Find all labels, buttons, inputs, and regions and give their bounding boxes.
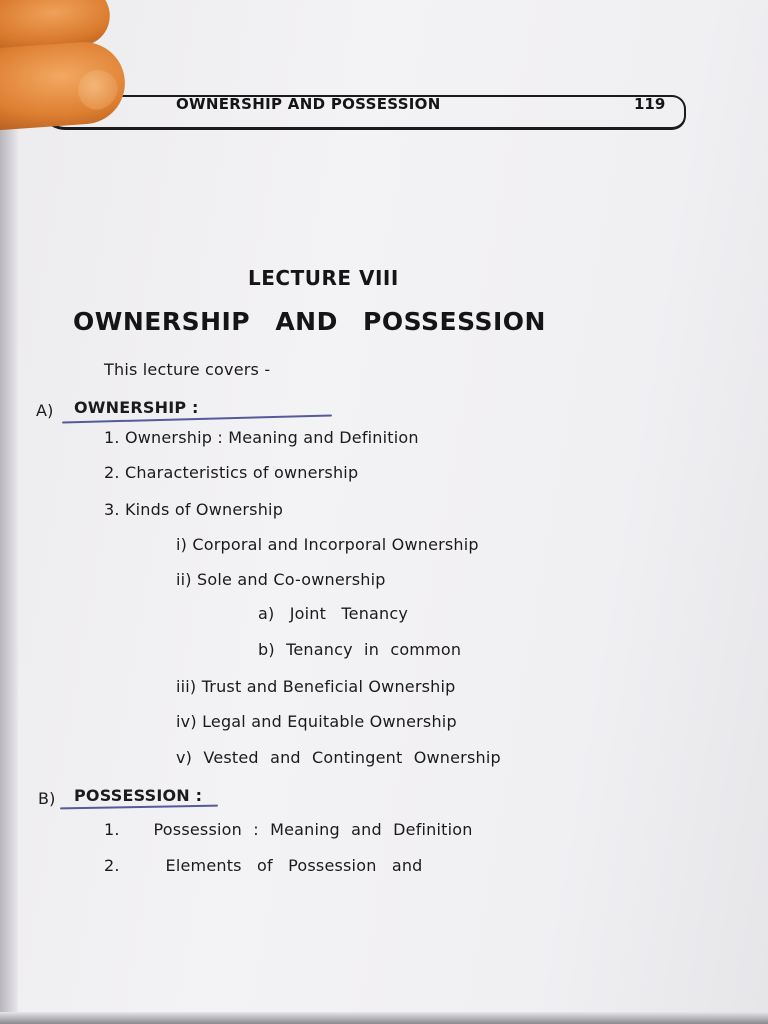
lecture-number: LECTURE VIII bbox=[248, 266, 399, 290]
intro-text: This lecture covers - bbox=[104, 360, 271, 379]
section-b-heading: POSSESSION : bbox=[74, 786, 203, 805]
list-item: iii) Trust and Beneficial Ownership bbox=[176, 677, 456, 696]
list-item: b) Tenancy in common bbox=[258, 640, 462, 659]
running-header-title: OWNERSHIP AND POSSESSION bbox=[176, 95, 441, 113]
list-item: 1. Ownership : Meaning and Definition bbox=[104, 428, 419, 447]
list-item: iv) Legal and Equitable Ownership bbox=[176, 712, 457, 731]
page-gutter-shadow bbox=[0, 0, 18, 1024]
section-b-marker: B) bbox=[38, 789, 56, 808]
page-bottom-edge bbox=[0, 1012, 768, 1024]
list-item: a) Joint Tenancy bbox=[258, 604, 409, 623]
ink-underline bbox=[60, 805, 218, 810]
list-item: ii) Sole and Co-ownership bbox=[176, 570, 386, 589]
list-item: 3. Kinds of Ownership bbox=[104, 500, 284, 519]
list-item: i) Corporal and Incorporal Ownership bbox=[176, 535, 479, 554]
chapter-title: OWNERSHIP AND POSSESSION bbox=[73, 307, 546, 336]
fingernail bbox=[78, 70, 118, 110]
list-item: 2. Elements of Possession and bbox=[104, 856, 423, 875]
page-number: 119 bbox=[634, 95, 666, 113]
list-item: v) Vested and Contingent Ownership bbox=[176, 748, 501, 767]
section-a-heading: OWNERSHIP : bbox=[74, 398, 199, 417]
section-a-marker: A) bbox=[36, 401, 54, 420]
list-item: 2. Characteristics of ownership bbox=[104, 463, 359, 482]
list-item: 1. Possession : Meaning and Definition bbox=[104, 820, 473, 839]
